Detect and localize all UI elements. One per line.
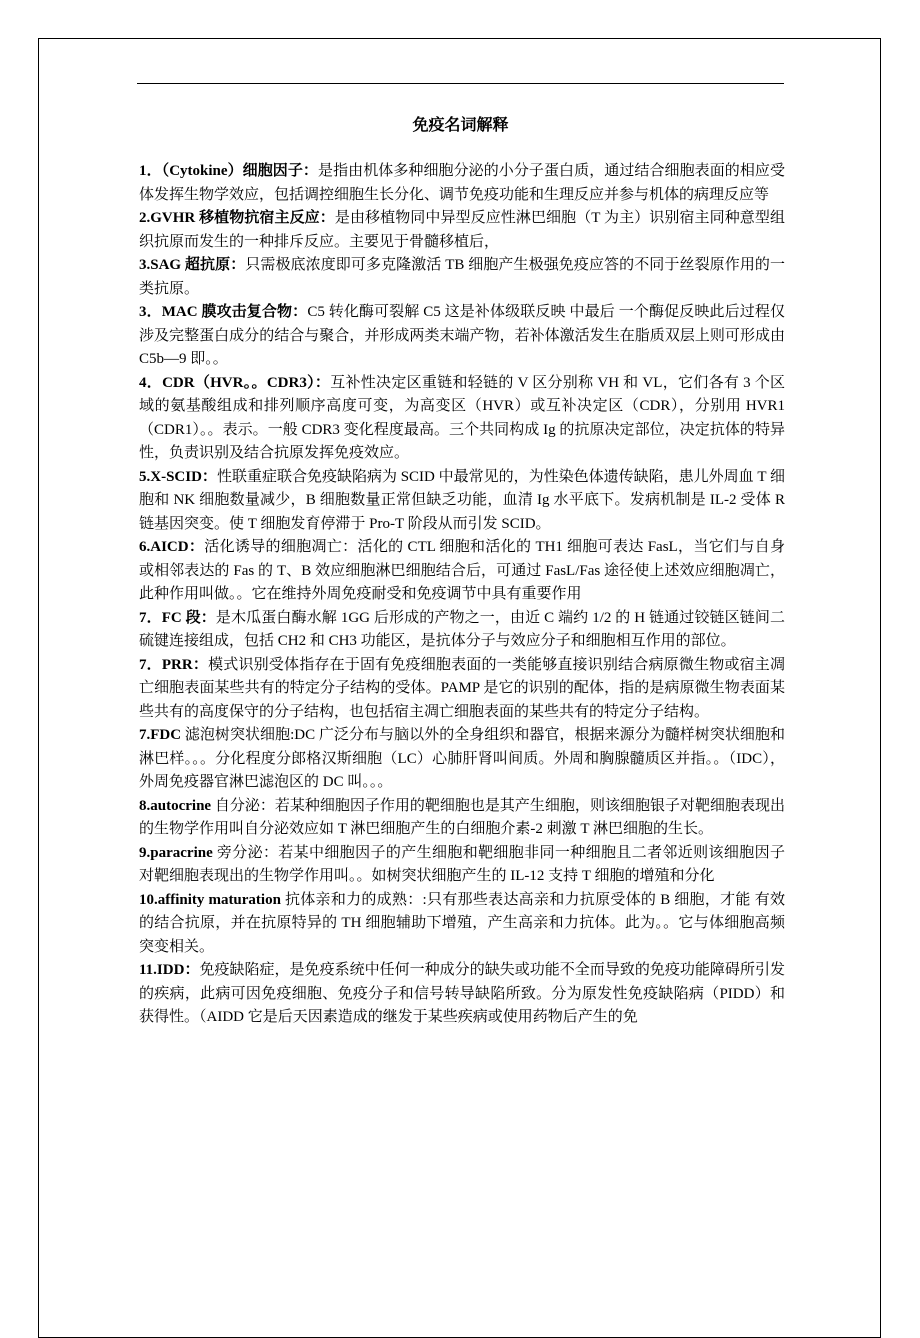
definition-text: 是木瓜蛋白酶水解 1GG 后形成的产物之一，由近 C 端约 1/2 的 H 链通过铰链区链间二硫键连接组成，包括 CH2 和 CH3 功能区，是抗体分子与效应分子和细胞相互作用的部位。 — [139, 609, 785, 649]
definition-term: 3．MAC 膜攻击复合物： — [139, 304, 308, 320]
definition-text: 滤泡树突状细胞:DC 广泛分布与脑以外的全身组织和器官，根据来源分为髓样树突状细胞和淋巴样。。。分化程度分郎格汉斯细胞（LC）心肺肝肾叫间质。外周和胸腺髓质区并指。。（IDC），外周免疫器官淋巴滤泡区的 DC 叫。。。 — [139, 727, 785, 790]
definition-term: 5.X-SCID： — [139, 468, 217, 485]
definition-text: 免疫缺陷症，是免疫系统中任何一种成分的缺失或功能不全而导致的免疫功能障碍所引发的疾病，此病可因免疫细胞、免疫分子和信号转导缺陷所致。分为原发性免疫缺陷病（PIDD）和获得性。（AIDD 它是后天因素造成的继发于某些疾病或使用药物后产生的免 — [139, 962, 785, 1025]
definition-item — [139, 466, 785, 537]
definition-item — [139, 607, 785, 654]
document-title: 免疫名词解释 — [412, 117, 509, 134]
document-body — [139, 160, 785, 1030]
definition-text: 模式识别受体指存在于固有免疫细胞表面的一类能够直接识别结合病原微生物或宿主凋亡细胞表面某些共有的特定分子结构的受体。PAMP 是它的识别的配体，指的是病原微生物表面某些共有的高度保守的分子结构，也包括宿主凋亡细胞表面的某些共有的特定分子结构。 — [139, 656, 785, 720]
definition-text: 自分泌：若某种细胞因子作用的靶细胞也是其产生细胞，则该细胞银子对靶细胞表现出的生物学作用叫自分泌效应如 T 淋巴细胞产生的白细胞介素-2 刺激 T 淋巴细胞的生长。 — [139, 797, 785, 837]
definition-item — [139, 207, 785, 254]
definition-term: 4．CDR（HVR。。CDR3）： — [139, 374, 331, 391]
definition-item — [139, 724, 785, 795]
definition-text: 互补性决定区重链和轻链的 V 区分别称 VH 和 VL，它们各有 3 个区域的氨基酸组成和排列顺序高度可变，为高变区（HVR）或互补决定区（CDR），分别用 HVR1（CDR1）。。表示。一般 CDR3 变化程度最高。三个共同构成 Ig 的抗原决定部位，决定抗体的特异性，负责识别及结合抗原发挥免疫效应。 — [139, 374, 785, 461]
definition-text: 抗体亲和力的成熟：:只有那些表达高亲和力抗原受体的 B 细胞，才能 有效的结合抗原，并在抗原特异的 TH 细胞辅助下增殖，产生高亲和力抗体。此为。。它与体细胞高频突变相关。 — [139, 891, 785, 955]
definition-text: 是指由机体多种细胞分泌的小分子蛋白质，通过结合细胞表面的相应受体发挥生物学效应，包括调控细胞生长分化、调节免疫功能和生理反应并参与机体的病理反应等 — [139, 163, 785, 203]
definition-item — [139, 536, 785, 607]
definition-text: C5 转化酶可裂解 C5 这是补体级联反映 中最后 一个酶促反映此后过程仅涉及完整蛋白成分的结合与聚合，并形成两类末端产物，若补体激活发生在脂质双层上则可形成由 C5b—9 即。。 — [139, 304, 786, 367]
definition-term: 2.GVHR 移植物抗宿主反应： — [139, 210, 335, 226]
definition-item — [139, 254, 785, 301]
definition-text: 是由移植物同中异型反应性淋巴细胞（T 为主）识别宿主同种意型组织抗原而发生的一种排斥反应。主要见于骨髓移植后， — [139, 210, 785, 250]
header-rule — [137, 83, 784, 84]
definition-term: 3.SAG 超抗原： — [139, 257, 246, 273]
definition-term: 1．（Cytokine）细胞因子： — [139, 163, 318, 179]
definition-item — [139, 889, 785, 960]
definition-term: 8.autocrine — [139, 797, 212, 814]
definition-term: 10.affinity maturation — [139, 891, 281, 908]
definition-text: 旁分泌：若某中细胞因子的产生细胞和靶细胞非同一种细胞且二者邻近则该细胞因子对靶细胞表现出的生物学作用叫。。如树突状细胞产生的 IL-12 支持 T 细胞的增殖和分化 — [139, 844, 785, 884]
definition-item — [139, 842, 785, 889]
definition-item — [139, 372, 785, 466]
definition-term: 7．FC 段： — [139, 609, 216, 626]
definition-text: 活化诱导的细胞凋亡：活化的 CTL 细胞和活化的 TH1 细胞可表达 FasL，当它们与自身或相邻表达的 Fas 的 T、B 效应细胞淋巴细胞结合后，可通过 FasL/Fas 途径使上述效应细胞凋亡，此种作用叫做。。它在维持外周免疫耐受和免疫调节中具有重要作用 — [139, 539, 785, 602]
definition-term: 11.IDD： — [139, 962, 200, 978]
definition-item — [139, 654, 785, 725]
definition-item — [139, 795, 785, 842]
definition-term: 7.FDC — [139, 727, 182, 743]
definition-text: 性联重症联合免疫缺陷病为 SCID 中最常见的，为性染色体遗传缺陷，患儿外周血 T 细胞和 NK 细胞数量减少，B 细胞数量正常但缺乏功能，血清 Ig 水平底下。发病机制是 IL-2 受体 R 链基因突变。使 T 细胞发育停滞于 Pro-T 阶段从而引发 SCID。 — [139, 468, 786, 532]
definition-item — [139, 959, 785, 1030]
definition-term: 9.paracrine — [139, 844, 213, 861]
definition-term: 7．PRR： — [139, 656, 209, 673]
definition-item — [139, 160, 785, 207]
definition-term: 6.AICD： — [139, 539, 205, 555]
definition-text: 只需极底浓度即可多克隆激活 TB 细胞产生极强免疫应答的不同于丝裂原作用的一类抗原。 — [139, 257, 786, 297]
definition-item — [139, 301, 785, 372]
